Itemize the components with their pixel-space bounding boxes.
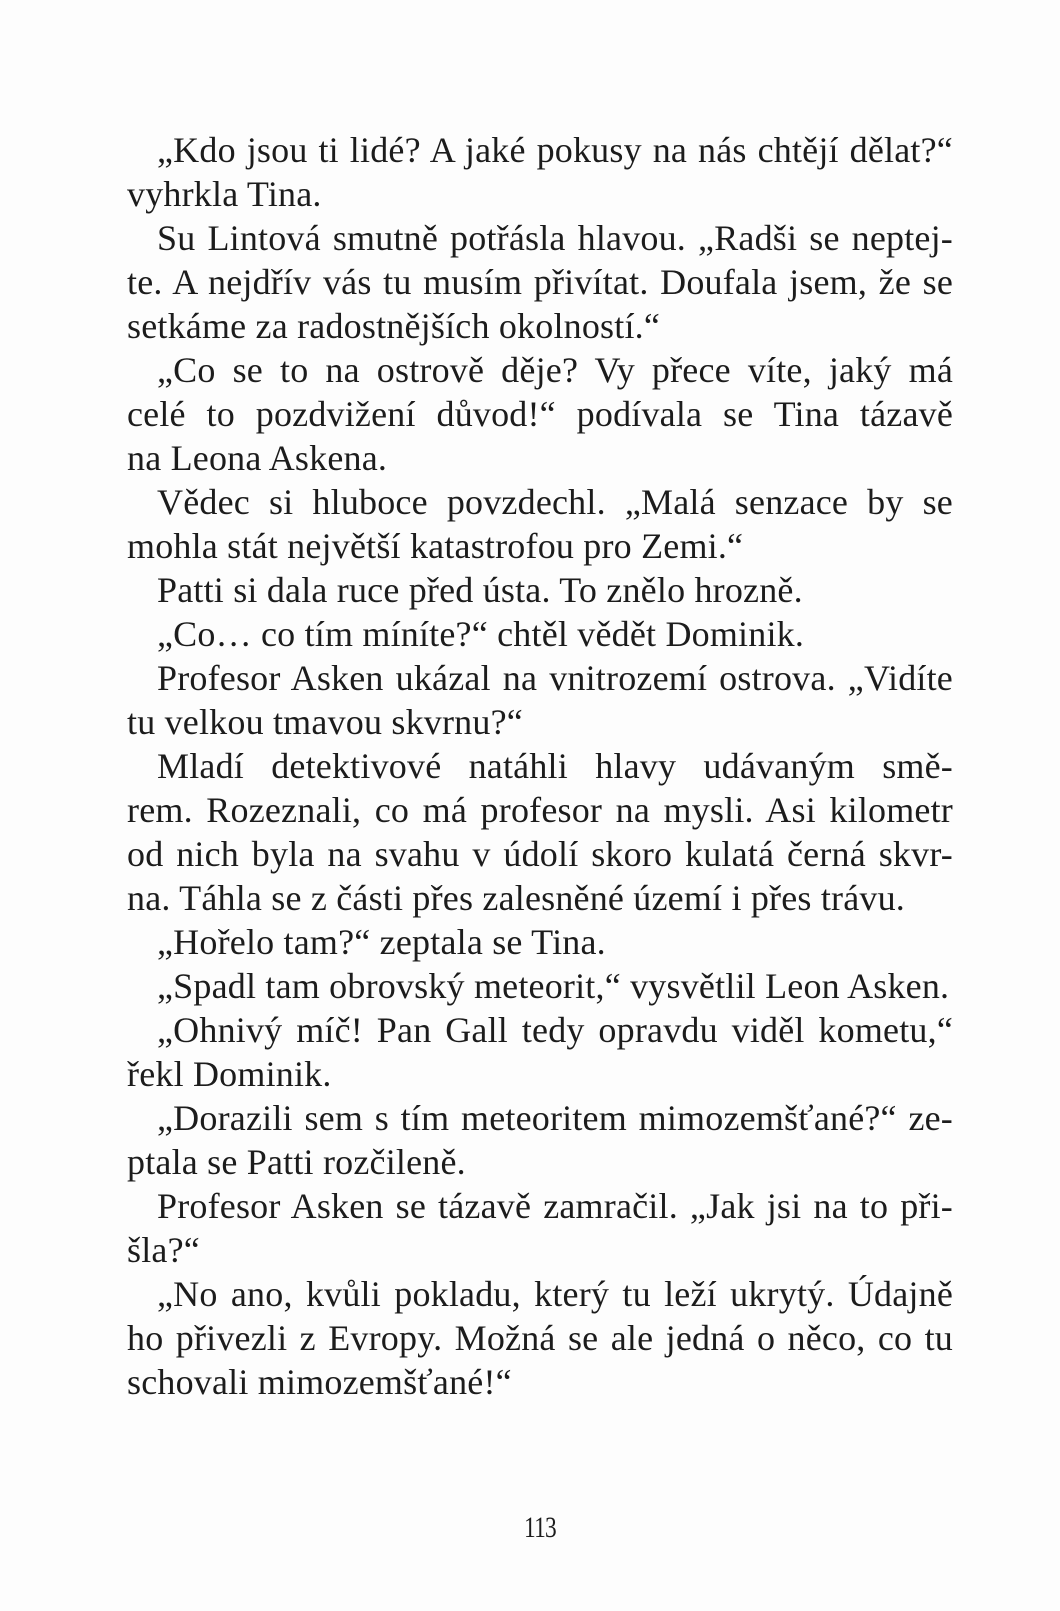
text-line: setkáme za radostnějších okolností.“ [127, 306, 661, 346]
page-text [127, 128, 953, 1404]
text-line: „Co se to na ostrově děje? Vy přece víte, jaký má [157, 350, 953, 390]
text-line: ho přivezli z Evropy. Možná se ale jedná o něco, co tu [127, 1318, 953, 1358]
text-line: mohla stát největší katastrofou pro Zemi.“ [127, 526, 744, 566]
paragraph [127, 964, 953, 1008]
text-line: Su Lintová smutně potřásla hlavou. „Radši se neptej- [157, 218, 953, 258]
paragraph [127, 480, 953, 568]
text-line: Profesor Asken se tázavě zamračil. „Jak jsi na to při- [157, 1186, 953, 1226]
text-line: ptala se Patti rozčileně. [127, 1142, 466, 1182]
text-line: „Co… co tím míníte?“ chtěl vědět Dominik. [157, 614, 805, 654]
text-line: řekl Dominik. [127, 1054, 332, 1094]
text-line: na Leona Askena. [127, 438, 388, 478]
text-line: te. A nejdřív vás tu musím přivítat. Doufala jsem, že se [127, 262, 953, 302]
text-line: „Hořelo tam?“ zeptala se Tina. [157, 922, 606, 962]
paragraph [127, 744, 953, 920]
text-line: od nich byla na svahu v údolí skoro kulatá černá skvr- [127, 834, 953, 874]
text-line: Patti si dala ruce před ústa. To znělo hrozně. [157, 570, 803, 610]
paragraph [127, 216, 953, 348]
paragraph [127, 1272, 953, 1404]
text-line: na. Táhla se z části přes zalesněné území i přes trávu. [127, 878, 906, 918]
paragraph [127, 568, 953, 612]
text-line: celé to pozdvižení důvod!“ podívala se Tina tázavě [127, 394, 953, 434]
text-line: schovali mimozemšťané!“ [127, 1362, 512, 1402]
text-line: šla?“ [127, 1230, 200, 1270]
text-line: Vědec si hluboce povzdechl. „Malá senzace by se [157, 482, 953, 522]
text-line: „Kdo jsou ti lidé? A jaké pokusy na nás chtějí dělat?“ [157, 130, 953, 170]
text-line: „Spadl tam obrovský meteorit,“ vysvětlil Leon Asken. [157, 966, 950, 1006]
text-line: rem. Rozeznali, co má profesor na mysli. Asi kilometr [127, 790, 953, 830]
text-line: „No ano, kvůli pokladu, který tu leží ukrytý. Údajně [157, 1274, 953, 1314]
paragraph [127, 128, 953, 216]
text-line: tu velkou tmavou skvrnu?“ [127, 702, 523, 742]
paragraph [127, 612, 953, 656]
text-line: vyhrkla Tina. [127, 174, 322, 214]
paragraph [127, 1184, 953, 1272]
text-line: Mladí detektivové natáhli hlavy udávaným smě- [157, 746, 953, 786]
paragraph [127, 1008, 953, 1096]
paragraph [127, 348, 953, 480]
text-line: „Ohnivý míč! Pan Gall tedy opravdu viděl kometu,“ [157, 1010, 953, 1050]
paragraph [127, 1096, 953, 1184]
paragraph [127, 920, 953, 964]
text-line: „Dorazili sem s tím meteoritem mimozemšťané?“ ze- [157, 1098, 953, 1138]
page-number: 113 [524, 1511, 556, 1544]
text-line: Profesor Asken ukázal na vnitrozemí ostrova. „Vidíte [157, 658, 953, 698]
paragraph [127, 656, 953, 744]
